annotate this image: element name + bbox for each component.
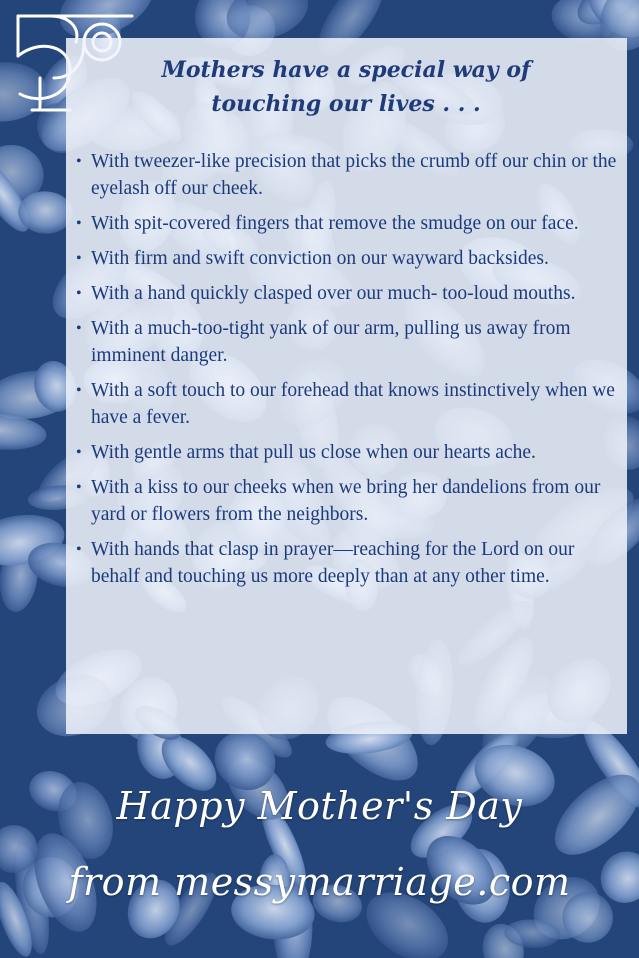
bullet-icon: • [76, 250, 82, 267]
bullet-icon: • [76, 444, 82, 461]
list-item-text: With tweezer-like precision that picks the crumb off our chin or the eyelash off our cheek. [91, 151, 617, 199]
list-item [76, 439, 621, 466]
list-item-text: With firm and swift conviction on our wayward backsides. [91, 248, 549, 269]
quote-card [66, 38, 627, 734]
bullet-icon: • [76, 479, 82, 496]
list-item-text: With a hand quickly clasped over our much- too-loud mouths. [91, 283, 576, 304]
bullet-icon: • [76, 382, 82, 399]
list-item [76, 210, 621, 237]
list-item-text: With gentle arms that pull us close when our hearts ache. [91, 442, 536, 463]
bullet-icon: • [76, 541, 82, 558]
card-heading-line1: Mothers have a special way of [161, 57, 531, 83]
bullet-icon: • [76, 320, 82, 337]
list-item-text: With spit-covered fingers that remove the smudge on our face. [91, 213, 579, 234]
list-item [76, 148, 621, 202]
list-item [76, 245, 621, 272]
bullet-icon: • [76, 153, 82, 170]
list-item-text: With a much-too-tight yank of our arm, pulling us away from imminent danger. [91, 318, 571, 366]
list-item [76, 474, 621, 528]
website-line: from messymarriage.com [68, 860, 571, 904]
card-heading-line2: touching our lives . . . [211, 91, 481, 117]
greeting-line: Happy Mother's Day [116, 784, 523, 828]
bullet-icon: • [76, 215, 82, 232]
list-item [76, 280, 621, 307]
list-item-text: With a kiss to our cheeks when we bring her dandelions from our yard or flowers from the neighbors. [91, 477, 601, 525]
list-item [76, 536, 621, 590]
touch-list [76, 148, 621, 598]
list-item-text: With a soft touch to our forehead that knows instinctively when we have a fever. [91, 380, 615, 428]
list-item-text: With hands that clasp in prayer—reaching for the Lord on our behalf and touching us more deeply than at any other time. [91, 539, 575, 587]
list-item [76, 315, 621, 369]
bullet-icon: • [76, 285, 82, 302]
list-item [76, 377, 621, 431]
